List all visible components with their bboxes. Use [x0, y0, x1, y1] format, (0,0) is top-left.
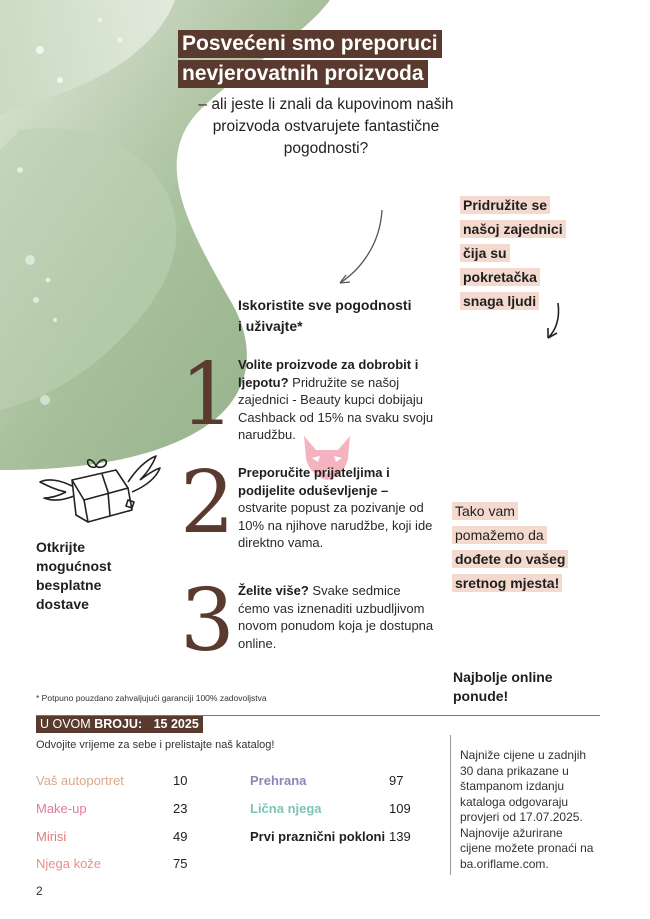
price-note-divider — [450, 735, 451, 875]
free-delivery-line: mogućnost — [36, 558, 112, 574]
title-line-1: Posvećeni smo preporuci — [178, 30, 442, 58]
flying-package-icon — [36, 440, 166, 530]
happy-place-callout — [452, 500, 592, 596]
step-number: 1 — [180, 345, 235, 445]
help-line: dođete do vašeg — [452, 550, 568, 568]
price-note: Najniže cijene u zadnjih 30 dana prikazane u štampanom izdanju kataloga odgovaraju provjeri od 17.07.2025. Najnovije ažurirane cijene možete pronaći na ba.oriflame.com. — [460, 748, 594, 871]
toc-label[interactable]: Prehrana — [250, 773, 307, 788]
join-line: Pridružite se — [460, 196, 550, 214]
offers-line: Najbolje online — [453, 669, 553, 685]
toc-label[interactable]: Vaš autoportret — [36, 773, 124, 788]
toc-label[interactable]: Prvi praznični pokloni — [250, 829, 386, 844]
toc-page: 139 — [389, 829, 411, 844]
step-text — [238, 356, 434, 444]
join-line: našoj zajednici — [460, 220, 566, 238]
help-line: Tako vam — [452, 502, 518, 520]
issue-label-light: U OVOM — [40, 717, 91, 731]
join-line: čija su — [460, 244, 510, 262]
step-body-text: Svake sedmice ćemo vas iznenaditi uzbudljivom novom ponudom koja je dostupna online. — [238, 583, 434, 651]
issue-label — [36, 716, 203, 733]
toc-label[interactable]: Lična njega — [250, 801, 322, 816]
free-delivery-line: dostave — [36, 596, 89, 612]
step-bold-text: Volite proizvode za dobrobit i ljepotu? — [238, 357, 419, 390]
toc-label[interactable]: Make-up — [36, 801, 87, 816]
benefits-heading-line: Iskoristite sve pogodnosti — [238, 297, 412, 313]
benefits-heading — [238, 295, 411, 337]
step-text — [238, 582, 434, 652]
toc-page: 10 — [173, 773, 188, 788]
issue-label-bold: BROJU: — [94, 717, 143, 731]
page-number: 2 — [36, 884, 43, 898]
issue-tagline: Odvojite vrijeme za sebe i prelistajte naš katalog! — [36, 739, 275, 751]
toc-page: 75 — [173, 856, 188, 871]
page-title — [178, 30, 442, 90]
toc-page: 23 — [173, 801, 188, 816]
step-body-text: Pridružite se našoj zajednici - Beauty kupci dobijaju Cashback od 15% na svaku svoju narudžbu. — [238, 374, 434, 442]
online-offers-callout — [453, 668, 553, 706]
free-delivery-line: Otkrijte — [36, 539, 86, 555]
toc-page: 109 — [389, 801, 411, 816]
step-body-text: ostvarite popust za pozivanje od 10% na njihove narudžbe, koji ide direktno vama. — [238, 500, 433, 550]
page-subtitle: – ali jeste li znali da kupovinom naših proizvoda ostvarujete fantastične pogodnosti? — [198, 96, 454, 157]
title-line-2: nevjerovatnih proizvoda — [178, 60, 428, 88]
toc-label[interactable]: Mirisi — [36, 829, 67, 844]
step-bold-text: Želite više? — [238, 583, 309, 598]
join-line: pokretačka — [460, 268, 540, 286]
join-line: snaga ljudi — [460, 292, 539, 310]
help-line: pomažemo da — [452, 526, 547, 544]
toc-page: 49 — [173, 829, 188, 844]
help-line: sretnog mjesta! — [452, 574, 562, 592]
join-community-callout — [460, 194, 590, 314]
guarantee-footnote: * Potpuno pouzdano zahvaljujući garanciji 100% zadovoljstva — [36, 693, 267, 703]
step-number: 3 — [180, 571, 235, 671]
step-bold-text: Preporučite prijateljima i podijelite oduševljenje – — [238, 465, 390, 498]
free-delivery-line: besplatne — [36, 577, 102, 593]
issue-number: 15 2025 — [153, 717, 199, 731]
offers-line: ponude! — [453, 688, 509, 704]
toc-label[interactable]: Njega kože — [36, 856, 102, 871]
free-delivery-callout — [36, 538, 111, 614]
benefits-heading-line: i uživajte* — [238, 318, 303, 334]
step-text — [238, 464, 434, 552]
toc-page: 97 — [389, 773, 404, 788]
step-number: 2 — [180, 453, 235, 553]
curved-arrow-icon — [330, 205, 390, 295]
